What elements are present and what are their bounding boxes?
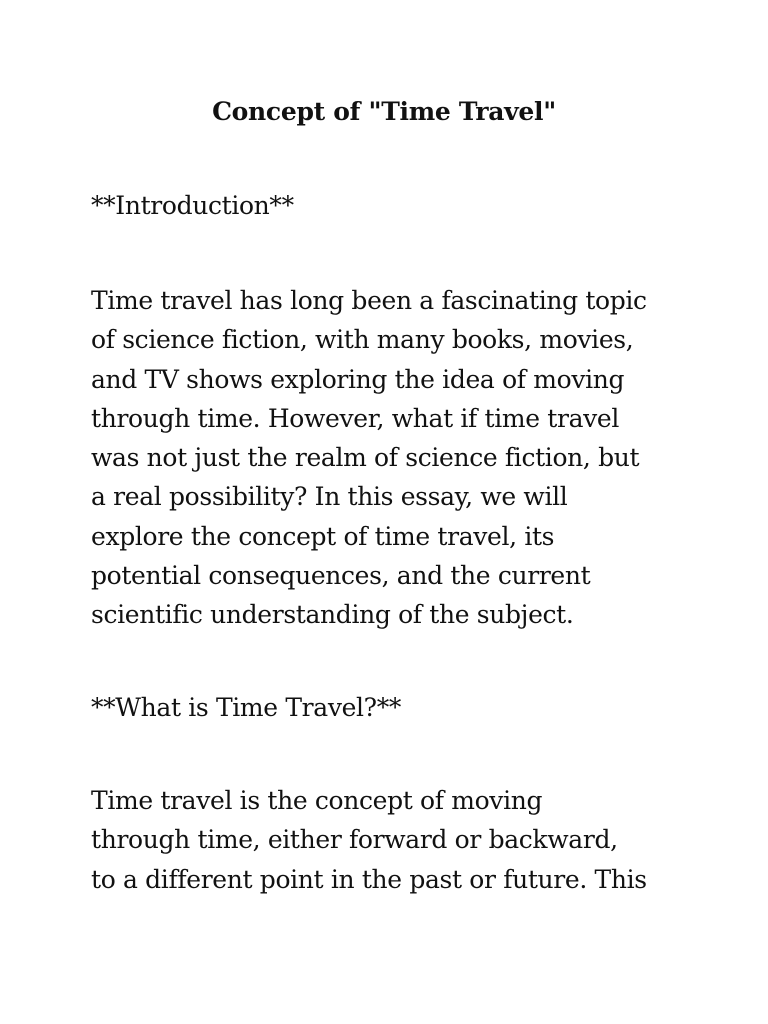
paragraph-line: to a different point in the past or future. This xyxy=(91,864,647,894)
paragraph-line: was not just the realm of science fiction, but xyxy=(91,443,640,473)
paragraph-line: Time travel has long been a fascinating topic xyxy=(91,286,647,315)
paragraph-line: through time. However, what if time travel xyxy=(91,403,620,433)
paragraph-line: a real possibility? In this essay, we will xyxy=(91,482,568,512)
document-title: Concept of "Time Travel" xyxy=(212,97,556,126)
section-heading-what-is-time-travel: **What is Time Travel?** xyxy=(91,693,402,722)
section-heading-introduction: **Introduction** xyxy=(91,191,294,220)
paragraph-line: of science fiction, with many books, movies, xyxy=(91,325,634,355)
paragraph-line: potential consequences, and the current xyxy=(91,561,591,591)
paragraph-line: and TV shows exploring the idea of moving xyxy=(91,364,625,394)
paragraph-line: through time, either forward or backward, xyxy=(91,825,618,855)
paragraph-introduction xyxy=(91,281,691,635)
paragraph-line: Time travel is the concept of moving xyxy=(91,786,543,815)
paragraph-line: scientific understanding of the subject. xyxy=(91,600,574,630)
paragraph-what-is-time-travel xyxy=(91,781,691,899)
paragraph-line: explore the concept of time travel, its xyxy=(91,521,555,551)
